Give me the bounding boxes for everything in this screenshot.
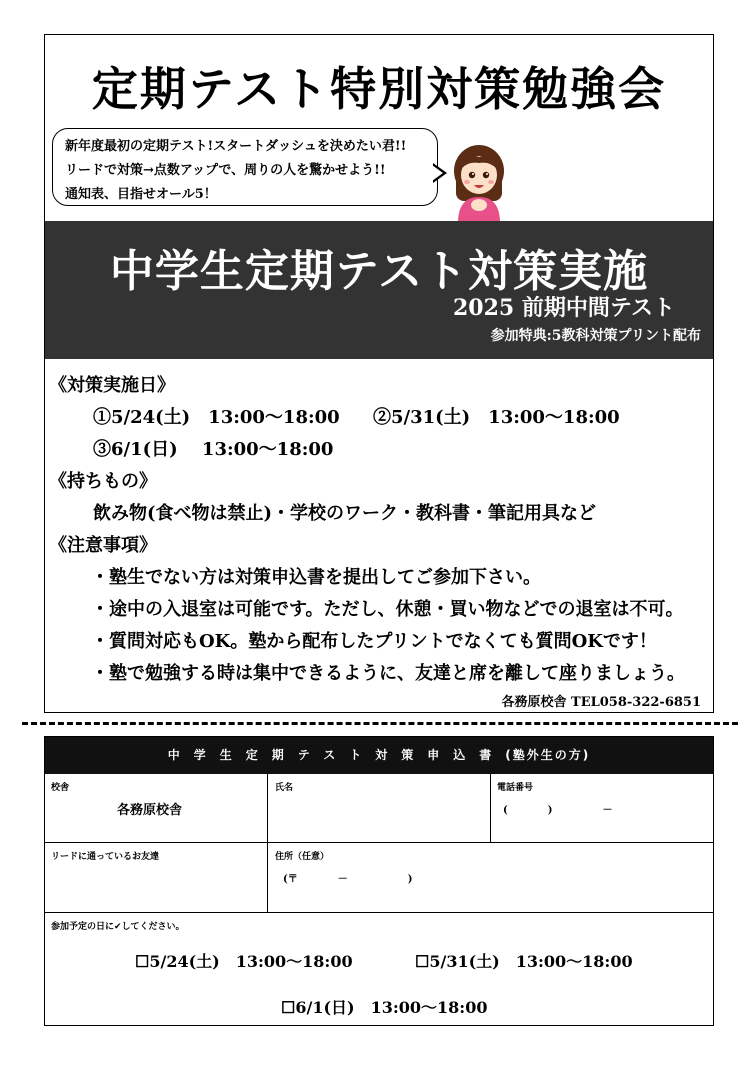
name-field[interactable]	[269, 789, 487, 839]
form-title-note: (塾外生の方)	[505, 748, 591, 762]
schedule-item: ①5/24(土) 13:00〜18:00	[93, 407, 340, 428]
row-divider	[45, 912, 713, 913]
friend-field[interactable]	[47, 861, 265, 909]
bubble-line: リードで対策→点数アップで、周りの人を驚かせよう!!	[65, 163, 386, 178]
address-field[interactable]: (〒 － )	[283, 874, 413, 885]
column-divider	[267, 774, 268, 912]
headline-band	[45, 221, 713, 359]
bubble-line: 新年度最初の定期テスト!スタートダッシュを決めたい君!!	[65, 139, 407, 154]
name-label: 氏名	[275, 783, 294, 793]
note-item: ・途中の入退室は可能です。ただし、休憩・買い物などでの退室は不可。	[91, 599, 684, 620]
cut-line	[22, 722, 738, 725]
address-label: 住所（任意）	[275, 852, 330, 862]
student-girl-illustration	[450, 139, 508, 223]
form-heading	[45, 737, 713, 774]
form-title: 中学生定期テスト対策申込書	[167, 748, 506, 762]
school-value: 各務原校舎	[117, 803, 183, 818]
note-item: ・質問対応もOK。塾から配布したプリントでなくても質問OKです！	[91, 631, 657, 652]
schedule-item: ③6/1(日) 13:00〜18:00	[93, 439, 334, 460]
day-option-checkbox[interactable]: ☐5/31(土) 13:00〜18:00	[415, 952, 633, 971]
contact-info: 各務原校舎 TEL058-322-6851	[501, 695, 701, 710]
row-divider	[45, 842, 713, 843]
phone-field[interactable]: ( ) －	[503, 805, 613, 816]
note-item: ・塾で勉強する時は集中できるように、友達と席を離して座りましょう。	[91, 663, 685, 684]
schedule-heading: 《対策実施日》	[49, 375, 175, 396]
column-divider	[490, 774, 491, 842]
friend-label: リードに通っているお友達	[51, 852, 160, 862]
notes-heading: 《注意事項》	[49, 535, 157, 556]
bubble-line: 通知表、目指せオール5！	[65, 187, 217, 202]
day-option-checkbox[interactable]: ☐6/1(日) 13:00〜18:00	[281, 998, 488, 1017]
application-form	[44, 736, 714, 1026]
headline-subtitle: 2025 前期中間テスト	[452, 295, 675, 321]
schedule-item: ②5/31(土) 13:00〜18:00	[373, 407, 620, 428]
main-title: 定期テスト特別対策勉強会	[91, 62, 667, 116]
note-item: ・塾生でない方は対策申込書を提出してご参加下さい。	[91, 567, 541, 588]
belongings-heading: 《持ちもの》	[49, 471, 157, 492]
participation-bonus: 参加特典:5教科対策プリント配布	[490, 328, 701, 344]
bubble-tail-inner	[432, 165, 443, 181]
day-option-checkbox[interactable]: ☐5/24(土) 13:00〜18:00	[135, 952, 353, 971]
speech-bubble	[52, 128, 438, 206]
school-label: 校舎	[51, 783, 70, 793]
belongings-text: 飲み物(食べ物は禁止)・学校のワーク・教科書・筆記用具など	[93, 503, 597, 524]
days-instruction: 参加予定の日に✔してください。	[51, 922, 185, 932]
headline-title: 中学生定期テスト対策実施	[109, 246, 649, 297]
flyer	[44, 34, 714, 713]
phone-label: 電話番号	[497, 783, 534, 793]
